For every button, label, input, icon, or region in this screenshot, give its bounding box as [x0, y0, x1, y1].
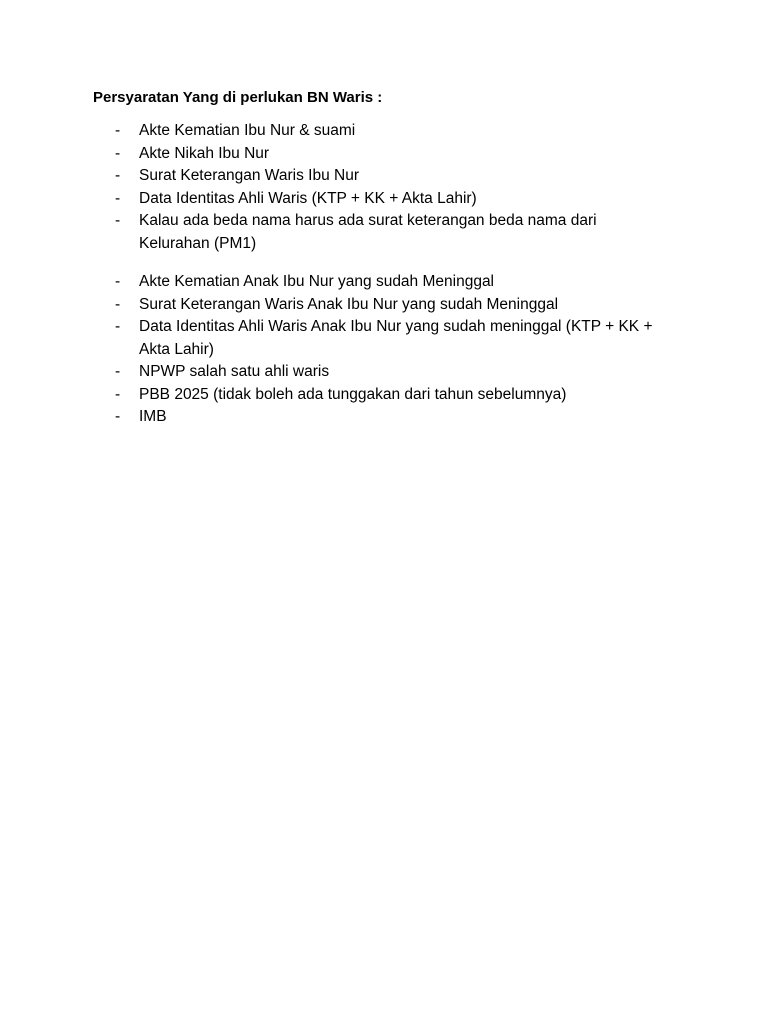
list-item: [93, 143, 653, 166]
bullet-dash: -: [115, 273, 121, 290]
list-item: [93, 316, 653, 361]
list-item-text: IMB: [139, 408, 167, 425]
list-item: [93, 406, 653, 429]
list-item-text: Akte Kematian Ibu Nur & suami: [139, 122, 356, 139]
bullet-dash: -: [115, 318, 121, 335]
list-item: [93, 165, 653, 188]
bullet-dash: -: [115, 167, 121, 184]
list-item-text: Data Identitas Ahli Waris Anak Ibu Nur yang sudah meninggal (KTP + KK + Akta Lahir): [139, 318, 653, 358]
list-item-text: NPWP salah satu ahli waris: [139, 363, 330, 380]
bullet-dash: -: [115, 122, 121, 139]
requirements-list-primary: [93, 120, 653, 255]
list-item: [93, 384, 653, 407]
list-item: [93, 294, 653, 317]
list-item-text: Surat Keterangan Waris Ibu Nur: [139, 167, 359, 184]
requirements-list-secondary: [93, 271, 653, 429]
list-item-text: Akte Nikah Ibu Nur: [139, 144, 270, 162]
list-item-text: Akte Kematian Anak Ibu Nur yang sudah Meninggal: [139, 273, 495, 290]
bullet-dash: -: [115, 408, 121, 425]
list-item-text: PBB 2025 (tidak boleh ada tunggakan dari tahun sebelumnya): [139, 385, 567, 403]
list-item-text: Data Identitas Ahli Waris (KTP + KK + Akta Lahir): [139, 189, 477, 207]
list-item: [93, 210, 653, 255]
bullet-dash: -: [115, 385, 121, 403]
list-item: [93, 271, 653, 294]
bullet-dash: -: [115, 295, 121, 313]
list-item: [93, 120, 653, 143]
document-title: Persyaratan Yang di perlukan BN Waris :: [93, 89, 383, 106]
bullet-dash: -: [115, 212, 121, 229]
list-item: [93, 188, 653, 211]
bullet-dash: -: [115, 144, 121, 162]
list-item-text: Kalau ada beda nama harus ada surat keterangan beda nama dari Kelurahan (PM1): [139, 212, 597, 252]
bullet-dash: -: [115, 363, 121, 380]
bullet-dash: -: [115, 189, 121, 207]
list-item: [93, 361, 653, 384]
list-item-text: Surat Keterangan Waris Anak Ibu Nur yang sudah Meninggal: [139, 295, 559, 313]
